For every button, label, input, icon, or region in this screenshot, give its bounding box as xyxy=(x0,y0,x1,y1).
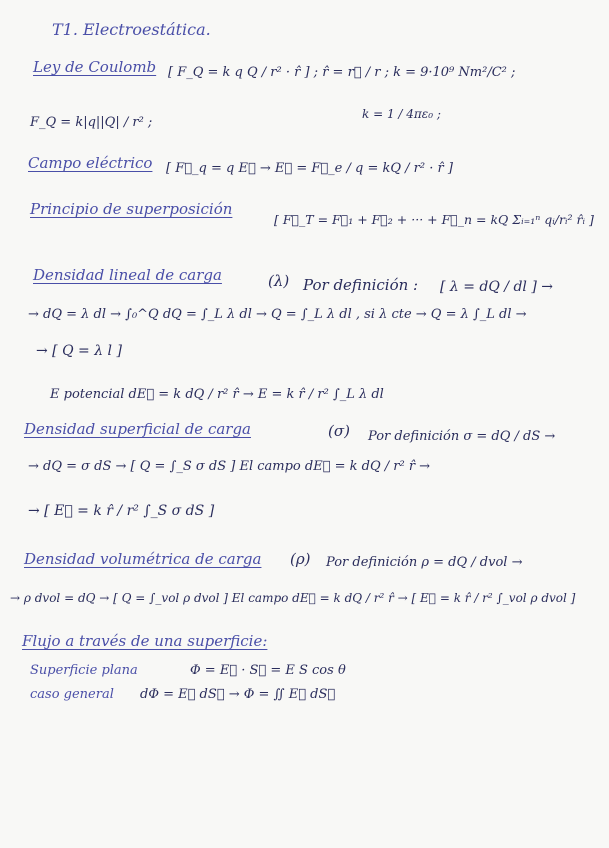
flujo-heading: Flujo a través de una superficie: xyxy=(22,632,268,650)
flujo-general-formula: dΦ = E⃗ dS⃗ → Φ = ∬ E⃗ dS⃗ xyxy=(140,687,336,702)
superficial-symbol: (σ) xyxy=(328,422,350,440)
campo-heading: Campo eléctrico xyxy=(28,154,153,172)
campo-formula: [ F⃗_q = q E⃗ → E⃗ = F⃗_e / q = kQ / r² · r̂ ] xyxy=(166,161,453,176)
coulomb-k-formula: k = 1 / 4πε₀ ; xyxy=(362,107,441,121)
volumetrica-line1: → ρ dvol = dQ → [ Q = ∫_vol ρ dvol ] El campo dE⃗ = k dQ / r² r̂ → [ E⃗ = k r̂ / r² ∫_vol ρ dvol ] xyxy=(10,591,576,605)
lineal-def-label: Por definición : xyxy=(303,276,419,294)
volumetrica-symbol: (ρ) xyxy=(290,550,311,568)
superficial-line1: → dQ = σ dS → [ Q = ∫_S σ dS ] El campo dE⃗ = k dQ / r² r̂ → xyxy=(28,459,431,474)
lineal-line1: → dQ = λ dl → ∫₀^Q dQ = ∫_L λ dl → Q = ∫_L λ dl , si λ cte → Q = λ ∫_L dl → xyxy=(28,307,527,322)
flujo-plana-label: Superficie plana xyxy=(30,663,138,678)
lineal-potencial: E potencial dE⃗ = k dQ / r² r̂ → E = k r̂ / r² ∫_L λ dl xyxy=(50,387,384,402)
volumetrica-heading: Densidad volumétrica de carga xyxy=(24,550,262,568)
coulomb-formula: [ F_Q = k q Q / r² · r̂ ] ; r̂ = r⃗ / r ; k = 9·10⁹ Nm²/C² ; xyxy=(168,65,516,80)
superposicion-formula: [ F⃗_T = F⃗₁ + F⃗₂ + ··· + F⃗_n = kQ Σᵢ₌₁ⁿ qᵢ/rᵢ² r̂ᵢ ] xyxy=(274,212,594,227)
coulomb-magnitude: F_Q = k|q||Q| / r² ; xyxy=(30,115,153,130)
coulomb-heading: Ley de Coulomb xyxy=(33,58,157,76)
superficial-line2: → [ E⃗ = k r̂ / r² ∫_S σ dS ] xyxy=(28,503,215,519)
lineal-symbol: (λ) xyxy=(268,272,290,290)
lineal-line2: → [ Q = λ l ] xyxy=(36,343,122,359)
flujo-general-label: caso general xyxy=(30,687,114,702)
lineal-def-formula: [ λ = dQ / dl ] → xyxy=(440,279,554,295)
superficial-def: Por definición σ = dQ / dS → xyxy=(368,429,556,444)
page-title: T1. Electroestática. xyxy=(52,20,211,39)
lineal-heading: Densidad lineal de carga xyxy=(33,266,222,284)
superposicion-heading: Principio de superposición xyxy=(30,200,233,218)
superficial-heading: Densidad superficial de carga xyxy=(24,420,251,438)
volumetrica-def: Por definición ρ = dQ / dvol → xyxy=(326,555,523,570)
flujo-plana-formula: Φ = E⃗ · S⃗ = E S cos θ xyxy=(190,663,346,678)
